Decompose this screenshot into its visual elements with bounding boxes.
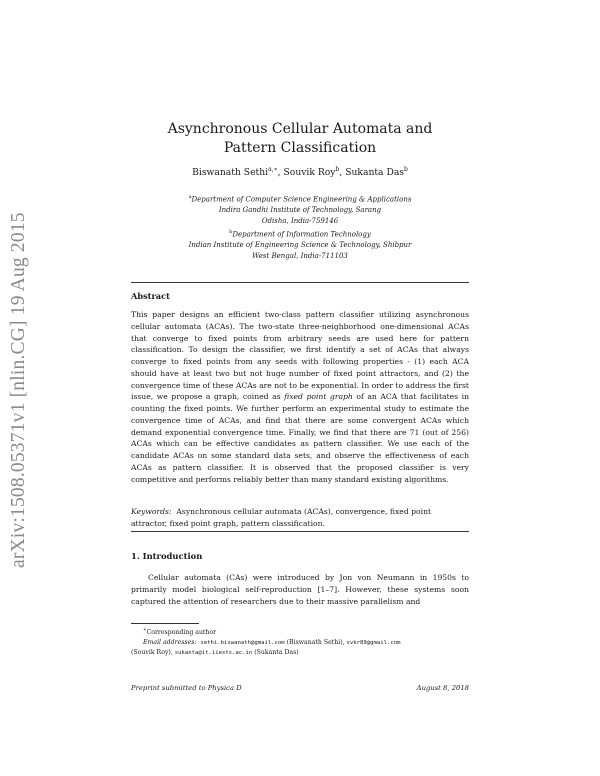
- keywords: [131, 506, 469, 530]
- title-line-2: Pattern Classification: [223, 140, 377, 156]
- arxiv-stamp: arXiv:1508.05371v1 [nlin.CG] 19 Aug 2015: [8, 212, 29, 568]
- author-1: Biswanath Sethi$^{a,∗}$,: [192, 166, 284, 179]
- affiliation-b-line-1: $^b$Department of Information Technology: [229, 228, 371, 239]
- introduction-text: Cellular automata (CAs) were introduced by Jon von Neumann in 1950s to primarily model biological self-reproduction [1–7]. However, these systems soon captured the attention of researchers due to their massive parallelism and: [131, 573, 469, 606]
- paper-title: [130, 120, 470, 158]
- footnotes: [131, 626, 469, 659]
- email-link-3[interactable]: sukanta@it.iiests.ac.in: [174, 650, 253, 657]
- affiliation-a-line-2: Indira Gandhi Institute of Technology, Sarang: [218, 206, 382, 215]
- affiliation-a-line-3: Odisha, India-759146: [261, 216, 339, 225]
- abstract-text: This paper designs an efficient two-class pattern classifier utilizing asynchronous cellular automata (ACAs). The two-state three-neighborhood one-dimensional ACAs that converge to fixed points from arbitrary seeds are used here for pattern classification. To design the classifier, we first identify a set of ACAs that always converge to fixed points from any seeds with following properties - (1) each ACA should have at least two but not huge number of fixed point attractors, and (2) the convergence time of these ACAs are not to be exponential. In order to address the first issue, we propose a graph, coined as fixed point graph of an ACA that facilitates in counting the fixed points. We further perform an experimental study to estimate the convergence time of ACAs, and find that there are some convergent ACAs which demand exponential convergence time. Finally, we find that there are 71 (out of 256) ACAs which can be effective candidates as pattern classifier. We use each of the candidate ACAs on some standard data sets, and observe the effectiveness of each ACAs as pattern classifier. It is observed that the proposed classifier is very competitive and performs reliably better than many standard existing algorithms.: [131, 310, 470, 484]
- author-list: [130, 166, 470, 178]
- section-heading-introduction: 1. Introduction: [131, 551, 203, 561]
- affiliation-b-line-3: West Bengal, India-711103: [252, 251, 348, 260]
- footnote-emails: Email addresses: sethi.biswanath@gmail.com (Biswanath Sethi), svkr89@gmail.com: [143, 638, 401, 646]
- abstract-heading: Abstract: [131, 291, 170, 301]
- footnote-emails-cont: (Souvik Roy), sukanta@it.iiests.ac.in (Sukanta Das): [131, 649, 299, 657]
- author-3: Sukanta Das$^b$: [345, 166, 408, 179]
- affiliations: [130, 192, 470, 261]
- email-link-2[interactable]: svkr89@gmail.com: [346, 639, 401, 646]
- footer-date: August 8, 2018: [416, 684, 469, 692]
- title-line-1: Asynchronous Cellular Automata and: [167, 121, 433, 137]
- affiliation-b-line-2: Indian Institute of Engineering Science & Technology, Shibpur: [188, 240, 412, 249]
- email-link-1[interactable]: sethi.biswanath@gmail.com: [200, 639, 285, 646]
- footer-preprint: Preprint submitted to Physica D: [131, 684, 242, 692]
- footnote-corresponding: ∗Corresponding author: [143, 627, 217, 637]
- author-2: Souvik Roy$^b$,: [283, 166, 346, 179]
- keywords-text: Asynchronous cellular automata (ACAs), convergence, fixed point attractor, fixed point graph, pattern classification.: [131, 507, 432, 528]
- abstract-emphasis: fixed point graph: [284, 392, 353, 402]
- keywords-label: Keywords:: [131, 507, 172, 516]
- footnote-rule: [131, 623, 199, 624]
- affiliation-a-line-1: $^a$Department of Computer Science Engineering & Applications: [188, 194, 412, 204]
